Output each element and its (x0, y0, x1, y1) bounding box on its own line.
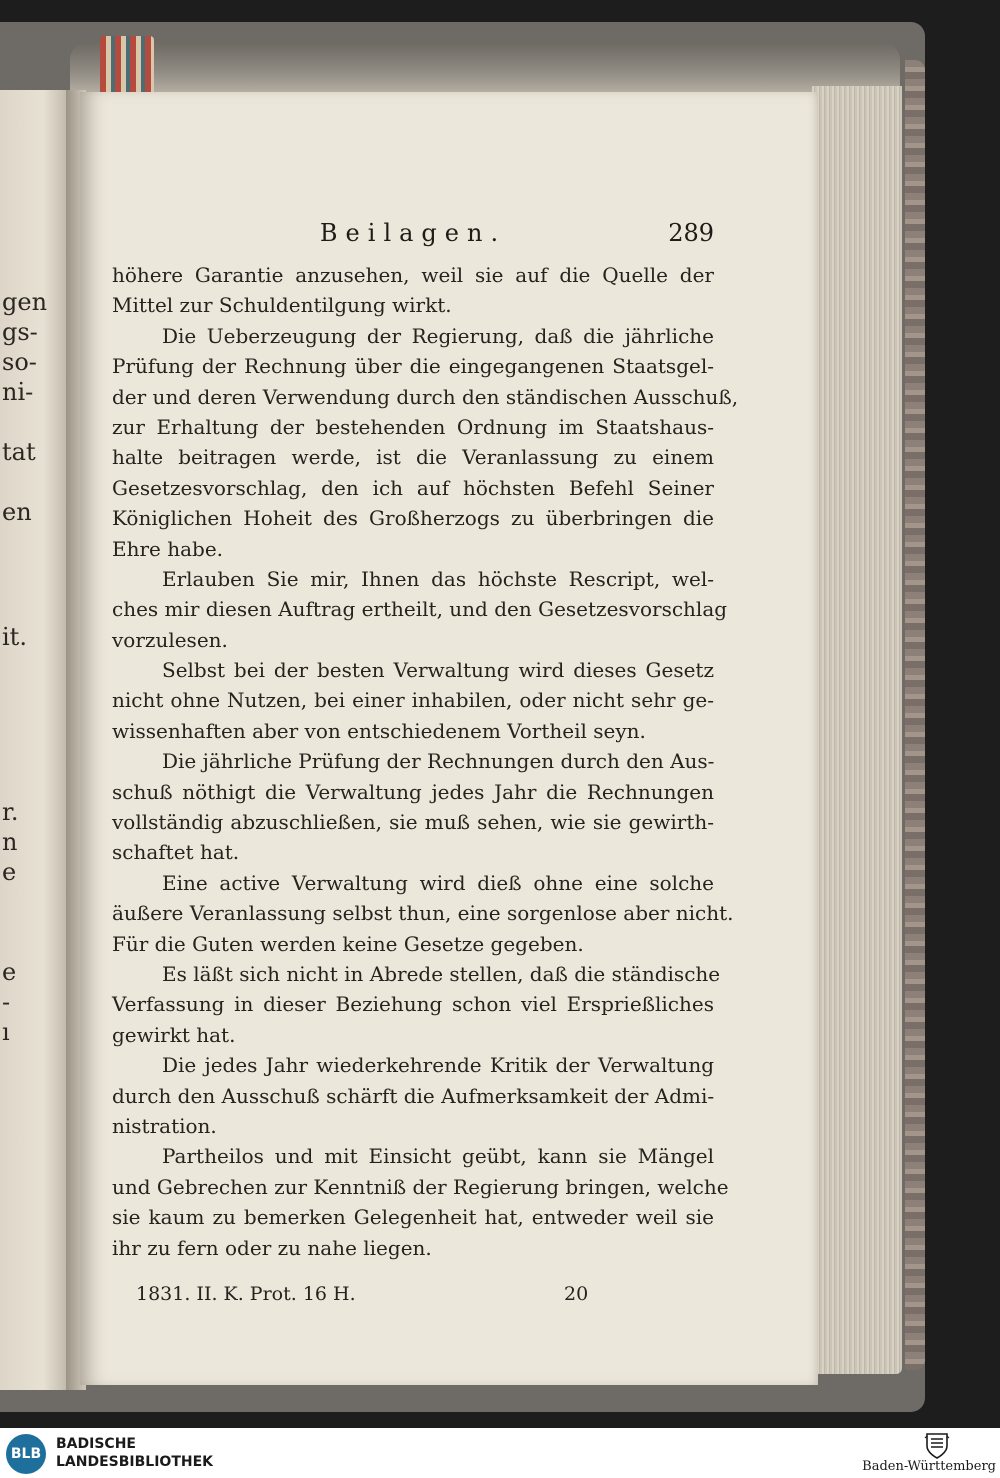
left-page-text-fragment: ı (2, 1018, 10, 1046)
blb-logo[interactable]: BLB (6, 1434, 46, 1474)
text-line: wissenhaften aber von entschiedenem Vortheil seyn. (112, 718, 646, 743)
page-fore-edge (812, 86, 902, 1374)
text-line: zur Erhaltung der bestehenden Ordnung im Staatshaus- (112, 414, 714, 439)
book-top-edge (70, 42, 900, 92)
left-page-text-fragment: e (2, 958, 17, 986)
left-page-text-fragment: - (2, 988, 11, 1016)
left-page-text-fragment: n (2, 828, 18, 856)
right-page (80, 92, 818, 1385)
text-line: Partheilos und mit Einsicht geübt, kann sie Mängel (162, 1144, 714, 1169)
running-title: Beilagen. (319, 219, 507, 247)
signature-mark: 20 (564, 1283, 589, 1305)
text-line: Die jährliche Prüfung der Rechnungen durch den Aus- (162, 749, 715, 774)
text-line: nistration. (112, 1113, 217, 1138)
text-line: vorzulesen. (112, 627, 228, 652)
left-page-text-fragment: en (2, 498, 32, 526)
left-page-text-fragment: ni- (2, 378, 34, 406)
text-line: Königlichen Hoheit des Großherzogs zu überbringen die (112, 506, 714, 531)
cover-marbled-edge (905, 60, 925, 1370)
left-page-text-fragment: gen (2, 288, 48, 316)
text-line: Prüfung der Rechnung über die eingegangenen Staatsgel- (112, 354, 714, 379)
left-page-text-fragment: so- (2, 348, 37, 376)
text-line: Verfassung in dieser Beziehung schon viel Ersprießliches (112, 992, 714, 1017)
text-line: Für die Guten werden keine Gesetze gegeben. (112, 931, 584, 956)
text-line: gewirkt hat. (112, 1022, 236, 1047)
bookmark-ribbon (100, 36, 154, 96)
left-page-text-fragment: e (2, 858, 17, 886)
state-name: Baden-Württemberg (862, 1459, 996, 1474)
signature-line (136, 1283, 696, 1313)
text-line: Selbst bei der besten Verwaltung wird dieses Gesetz (162, 658, 714, 683)
text-line: äußere Veranlassung selbst thun, eine sorgenlose aber nicht. (112, 901, 734, 926)
footer-bar (0, 1428, 1000, 1478)
left-page-text-fragment: it. (2, 623, 27, 651)
text-line: ches mir diesen Auftrag ertheilt, und den Gesetzesvorschlag (112, 597, 728, 622)
text-line: Ehre habe. (112, 536, 224, 561)
text-line: Es läßt sich nicht in Abrede stellen, daß die ständische (162, 961, 721, 986)
text-line: der und deren Verwendung durch den ständischen Ausschuß, (112, 384, 739, 409)
text-line: Erlauben Sie mir, Ihnen das höchste Rescript, wel- (162, 566, 714, 591)
page-number: 289 (668, 219, 714, 247)
left-page-text-fragment: gs- (2, 318, 38, 346)
coat-of-arms-icon (922, 1430, 952, 1460)
library-name (56, 1435, 213, 1471)
text-line: nicht ohne Nutzen, bei einer inhabilen, oder nicht sehr ge- (112, 688, 714, 713)
library-name-line-1: BADISCHE (56, 1436, 136, 1452)
text-line: Eine active Verwaltung wird dieß ohne eine solche (162, 870, 714, 895)
body-text (112, 260, 739, 1263)
left-page-text-fragment: tat (2, 438, 36, 466)
text-line: schaftet hat. (112, 840, 240, 865)
text-line: Mittel zur Schuldentilgung wirkt. (112, 293, 452, 318)
text-line: durch den Ausschuß schärft die Aufmerksamkeit der Admi- (112, 1083, 715, 1108)
text-line: sie kaum zu bemerken Gelegenheit hat, entweder weil sie (112, 1205, 714, 1230)
text-line: Die Ueberzeugung der Regierung, daß die jährliche (162, 323, 714, 348)
left-page-fragment (0, 90, 72, 1390)
text-line: Die jedes Jahr wiederkehrende Kritik der Verwaltung (162, 1053, 714, 1078)
text-line: vollständig abzuschließen, sie muß sehen, wie sie gewirth- (112, 810, 714, 835)
text-line: und Gebrechen zur Kenntniß der Regierung bringen, welche (112, 1174, 729, 1199)
text-line: höhere Garantie anzusehen, weil sie auf die Quelle der (112, 263, 714, 287)
running-head (112, 219, 714, 251)
library-name-line-2: LANDESBIBLIOTHEK (56, 1454, 214, 1470)
page-content (112, 92, 739, 1385)
text-line: halte beitragen werde, ist die Veranlassung zu einem (112, 445, 714, 470)
text-line: Gesetzesvorschlag, den ich auf höchsten Befehl Seiner (112, 475, 714, 500)
left-page-text-fragment: r. (2, 798, 19, 826)
text-line: schuß nöthigt die Verwaltung jedes Jahr die Rechnungen (112, 779, 714, 804)
text-line: ihr zu fern oder zu nahe liegen. (112, 1235, 432, 1260)
printer-signature: 1831. II. K. Prot. 16 H. (136, 1283, 356, 1305)
